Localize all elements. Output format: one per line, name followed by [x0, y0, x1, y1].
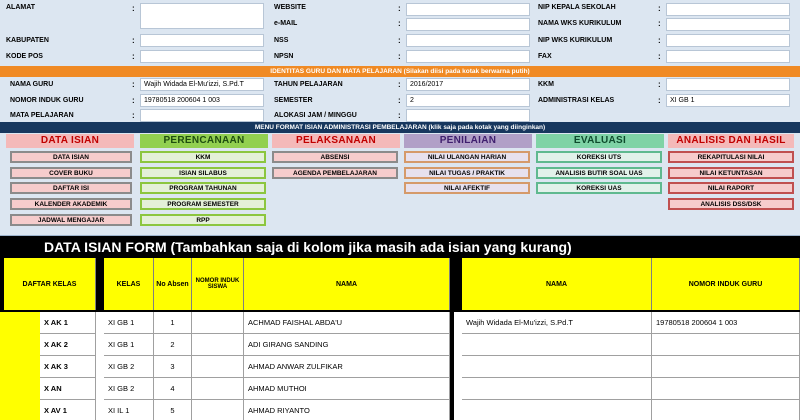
- empty-cell[interactable]: [652, 378, 800, 400]
- nama-guru-label: NAMA GURU: [10, 81, 54, 88]
- header-no-absen: No Absen: [154, 258, 192, 310]
- colon: :: [132, 4, 135, 13]
- menu-isian-silabus-button[interactable]: ISIAN SILABUS: [140, 167, 266, 179]
- nama-cell[interactable]: ADI GIRANG SANDING: [244, 334, 450, 356]
- colon: :: [132, 36, 135, 45]
- daftar-kelas-cell[interactable]: X AV 1: [40, 400, 96, 420]
- website-input[interactable]: [406, 3, 530, 16]
- header-daftar-kelas: DAFTAR KELAS: [4, 258, 96, 310]
- menu-kkm-button[interactable]: KKM: [140, 151, 266, 163]
- daftar-kelas-cell[interactable]: X AN: [40, 378, 96, 400]
- nip-kepala-input[interactable]: [666, 3, 790, 16]
- kabupaten-label: KABUPATEN: [6, 37, 49, 44]
- empty-cell[interactable]: [652, 334, 800, 356]
- empty-cell[interactable]: [462, 356, 652, 378]
- colon: :: [398, 4, 401, 13]
- header-nomor-induk-siswa: NOMOR INDUK SISWA: [192, 258, 244, 310]
- menu-banner: MENU FORMAT ISIAN ADMINISTRASI PEMBELAJARAN (klik saja pada kotak yang diinginkan): [0, 122, 800, 133]
- colon: :: [398, 52, 401, 61]
- nama-wks-label: NAMA WKS KURIKULUM: [538, 20, 622, 27]
- empty-cell[interactable]: [462, 400, 652, 420]
- menu-jadwal-mengajar-button[interactable]: JADWAL MENGAJAR: [10, 214, 132, 226]
- alamat-label: ALAMAT: [6, 4, 36, 11]
- colon: :: [658, 36, 661, 45]
- nis-cell[interactable]: [192, 312, 244, 334]
- nip-guru-input[interactable]: 19780518 200604 1 003: [140, 94, 264, 107]
- nip-guru-label: NOMOR INDUK GURU: [10, 97, 84, 104]
- data-form-title: DATA ISIAN FORM (Tambahkan saja di kolom jika masih ada isian yang kurang): [44, 239, 572, 255]
- daftar-kelas-cell[interactable]: X AK 1: [40, 312, 96, 334]
- menu-nilai-raport-button[interactable]: NILAI RAPORT: [668, 182, 794, 194]
- menu-data-isian-button[interactable]: DATA ISIAN: [10, 151, 132, 163]
- column-divider: [450, 256, 454, 420]
- menu-rekapitulasi-nilai-button[interactable]: REKAPITULASI NILAI: [668, 151, 794, 163]
- tahun-input[interactable]: 2016/2017: [406, 78, 530, 91]
- alokasi-input[interactable]: [406, 109, 530, 122]
- kelas-cell[interactable]: XI GB 2: [104, 378, 154, 400]
- nama-wks-input[interactable]: [666, 18, 790, 31]
- menu-nilai-ulangan-harian-button[interactable]: NILAI ULANGAN HARIAN: [404, 151, 530, 163]
- menu-analisis-butir-soal-uas-button[interactable]: ANALISIS BUTIR SOAL UAS: [536, 167, 662, 179]
- daftar-kelas-cell[interactable]: X AK 3: [40, 356, 96, 378]
- fax-input[interactable]: [666, 50, 790, 63]
- menu-head-analisis: ANALISIS DAN HASIL: [668, 134, 794, 148]
- empty-cell[interactable]: [462, 334, 652, 356]
- mapel-input[interactable]: [140, 109, 264, 122]
- menu-analisis-dss-dsk-button[interactable]: ANALISIS DSS/DSK: [668, 198, 794, 210]
- menu-head-data-isian: DATA ISIAN: [6, 134, 134, 148]
- nama-cell[interactable]: AHMAD ANWAR ZULFIKAR: [244, 356, 450, 378]
- kelas-cell[interactable]: XI GB 1: [104, 334, 154, 356]
- fax-label: FAX: [538, 53, 552, 60]
- menu-head-penilaian: PENILAIAN: [404, 134, 532, 148]
- absen-cell[interactable]: 4: [154, 378, 192, 400]
- npsn-input[interactable]: [406, 50, 530, 63]
- identity-banner: IDENTITAS GURU DAN MATA PELAJARAN (Silakan diisi pada kotak berwarna putih): [0, 66, 800, 77]
- nis-cell[interactable]: [192, 334, 244, 356]
- menu-nilai-tugas-praktik-button[interactable]: NILAI TUGAS / PRAKTIK: [404, 167, 530, 179]
- guru-nama-cell[interactable]: Wajih Widada El-Mu'izzi, S.Pd.T: [462, 312, 652, 334]
- empty-cell[interactable]: [462, 378, 652, 400]
- semester-label: SEMESTER: [274, 97, 313, 104]
- nis-cell[interactable]: [192, 378, 244, 400]
- email-label: e-MAIL: [274, 20, 298, 27]
- colon: :: [398, 36, 401, 45]
- colon: :: [658, 19, 661, 28]
- nip-wks-input[interactable]: [666, 34, 790, 47]
- empty-cell[interactable]: [652, 400, 800, 420]
- menu-kalender-akademik-button[interactable]: KALENDER AKADEMIK: [10, 198, 132, 210]
- tahun-label: TAHUN PELAJARAN: [274, 81, 343, 88]
- menu-cover-buku-button[interactable]: COVER BUKU: [10, 167, 132, 179]
- email-input[interactable]: [406, 18, 530, 31]
- kabupaten-input[interactable]: [140, 34, 264, 47]
- kodepos-input[interactable]: [140, 50, 264, 63]
- empty-cell[interactable]: [652, 356, 800, 378]
- menu-head-evaluasi: EVALUASI: [536, 134, 664, 148]
- menu-program-semester-button[interactable]: PROGRAM SEMESTER: [140, 198, 266, 210]
- menu-nilai-ketuntasan-button[interactable]: NILAI KETUNTASAN: [668, 167, 794, 179]
- absen-cell[interactable]: 2: [154, 334, 192, 356]
- website-label: WEBSITE: [274, 4, 306, 11]
- nama-cell[interactable]: ACHMAD FAISHAL ABDA'U: [244, 312, 450, 334]
- header-nama: NAMA: [244, 258, 450, 310]
- colon: :: [398, 111, 401, 120]
- daftar-kelas-cell[interactable]: X AK 2: [40, 334, 96, 356]
- nip-kepala-label: NIP KEPALA SEKOLAH: [538, 4, 616, 11]
- absen-cell[interactable]: 3: [154, 356, 192, 378]
- nama-cell[interactable]: AHMAD RIYANTO: [244, 400, 450, 420]
- kelas-cell[interactable]: XI GB 2: [104, 356, 154, 378]
- colon: :: [132, 80, 135, 89]
- absen-cell[interactable]: 5: [154, 400, 192, 420]
- nss-input[interactable]: [406, 34, 530, 47]
- menu-absensi-button[interactable]: ABSENSI: [272, 151, 398, 163]
- alokasi-label: ALOKASI JAM / MINGGU: [274, 112, 357, 119]
- menu-agenda-pembelajaran-button[interactable]: AGENDA PEMBELAJARAN: [272, 167, 398, 179]
- kkm-input[interactable]: [666, 78, 790, 91]
- nip-wks-label: NIP WKS KURIKULUM: [538, 37, 613, 44]
- menu-head-perencanaan: PERENCANAAN: [140, 134, 268, 148]
- colon: :: [658, 80, 661, 89]
- header-kelas: KELAS: [104, 258, 154, 310]
- colon: :: [658, 4, 661, 13]
- menu-head-pelaksanaan: PELAKSANAAN: [272, 134, 400, 148]
- nama-cell[interactable]: AHMAD MUTHOI: [244, 378, 450, 400]
- colon: :: [658, 52, 661, 61]
- kkm-label: KKM: [538, 81, 554, 88]
- kodepos-label: KODE POS: [6, 53, 43, 60]
- colon: :: [132, 52, 135, 61]
- colon: :: [398, 96, 401, 105]
- mapel-label: MATA PELAJARAN: [10, 112, 74, 119]
- colon: :: [398, 19, 401, 28]
- alamat-input[interactable]: [140, 3, 264, 29]
- nis-cell[interactable]: [192, 400, 244, 420]
- semester-input[interactable]: 2: [406, 94, 530, 107]
- kelas-cell[interactable]: XI IL 1: [104, 400, 154, 420]
- header-nomor-induk-guru: NOMOR INDUK GURU: [652, 258, 800, 310]
- admin-kelas-label: ADMINISTRASI KELAS: [538, 97, 615, 104]
- menu-koreksi-uts-button[interactable]: KOREKSI UTS: [536, 151, 662, 163]
- menu-daftar-isi-button[interactable]: DAFTAR ISI: [10, 182, 132, 194]
- absen-cell[interactable]: 1: [154, 312, 192, 334]
- header-nama-guru: NAMA: [462, 258, 652, 310]
- npsn-label: NPSN: [274, 53, 294, 60]
- daftar-kelas-strip: [0, 312, 40, 420]
- nis-cell[interactable]: [192, 356, 244, 378]
- menu-koreksi-uas-button[interactable]: KOREKSI UAS: [536, 182, 662, 194]
- guru-nip-cell[interactable]: 19780518 200604 1 003: [652, 312, 800, 334]
- colon: :: [398, 80, 401, 89]
- colon: :: [658, 96, 661, 105]
- kelas-cell[interactable]: XI GB 1: [104, 312, 154, 334]
- colon: :: [132, 96, 135, 105]
- menu-program-tahunan-button[interactable]: PROGRAM TAHUNAN: [140, 182, 266, 194]
- menu-nilai-afektif-button[interactable]: NILAI AFEKTIF: [404, 182, 530, 194]
- menu-rpp-button[interactable]: RPP: [140, 214, 266, 226]
- admin-kelas-select[interactable]: XI GB 1: [666, 94, 790, 107]
- nama-guru-input[interactable]: Wajih Widada El-Mu'izzi, S.Pd.T: [140, 78, 264, 91]
- colon: :: [132, 111, 135, 120]
- nss-label: NSS: [274, 37, 289, 44]
